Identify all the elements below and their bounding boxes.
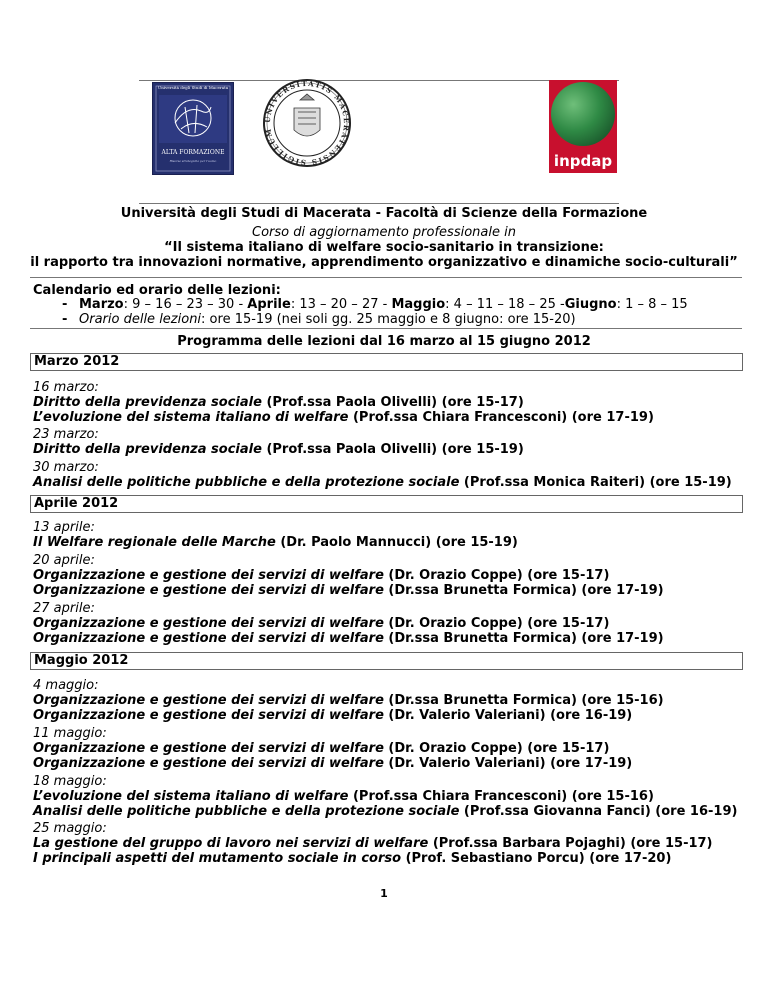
calendar-top-rule bbox=[30, 277, 742, 278]
lesson-subject: La gestione del gruppo di lavoro nei servizi di welfare bbox=[33, 836, 429, 851]
lesson-27-aprile bbox=[33, 601, 664, 646]
lesson-detail: (Dr. Valerio Valeriani) (ore 16-19) bbox=[383, 708, 633, 723]
lesson-detail: (Prof.ssa Paola Olivelli) (ore 15-17) bbox=[261, 395, 524, 410]
lesson-16-marzo bbox=[33, 380, 654, 425]
lesson-date: 27 aprile: bbox=[33, 601, 95, 616]
maggio-days: : 4 – 11 – 18 – 25 - bbox=[445, 297, 565, 312]
month-header-aprile: Aprile 2012 bbox=[30, 495, 743, 513]
lesson-detail: (Dr.ssa Brunetta Formica) (ore 17-19) bbox=[383, 631, 664, 646]
inpdap-logo bbox=[549, 80, 617, 173]
lesson-13-aprile bbox=[33, 520, 518, 550]
course-title: “Il sistema italiano di welfare socio-sanitario in transizione: bbox=[164, 240, 604, 255]
seal-ring-text: UNIVERSITATIS MACERATENSIS SIGILLUM bbox=[262, 78, 352, 168]
lesson-detail: (Prof.ssa Chiara Francesconi) (ore 17-19) bbox=[348, 410, 654, 425]
lesson-detail: (Prof.ssa Paola Olivelli) (ore 15-19) bbox=[261, 442, 524, 457]
hours-label: Orario delle lezioni bbox=[79, 312, 202, 327]
lesson-detail: (Dr.ssa Brunetta Formica) (ore 17-19) bbox=[383, 583, 664, 598]
calendar-hours-row bbox=[33, 312, 576, 327]
hours-text: : ore 15-19 (nei soli gg. 25 maggio e 8 giugno: ore 15-20) bbox=[201, 312, 576, 327]
calendar-dates-row bbox=[33, 297, 688, 312]
month-header-maggio: Maggio 2012 bbox=[30, 652, 743, 670]
macerata-logo-title: Università degli Studi di Macerata bbox=[157, 85, 229, 90]
lesson-detail: (Prof.ssa Giovanna Fanci) (ore 16-19) bbox=[459, 804, 738, 819]
lesson-detail: (Dr. Paolo Mannucci) (ore 15-19) bbox=[275, 535, 518, 550]
top-rule bbox=[139, 80, 619, 81]
lesson-subject: Organizzazione e gestione dei servizi di welfare bbox=[33, 616, 384, 631]
lesson-detail: (Dr. Valerio Valeriani) (ore 17-19) bbox=[383, 756, 633, 771]
calendar-bottom-rule bbox=[30, 328, 742, 329]
course-subtitle: il rapporto tra innovazioni normative, apprendimento organizzativo e dinamiche socio-culturali” bbox=[30, 255, 738, 270]
lesson-subject: Analisi delle politiche pubbliche e della protezione sociale bbox=[33, 804, 460, 819]
lesson-detail: (Prof.ssa Monica Raiteri) (ore 15-19) bbox=[459, 475, 732, 490]
macerata-logo-subtitle: ALTA FORMAZIONE bbox=[161, 149, 225, 156]
lesson-detail: (Dr. Orazio Coppe) (ore 15-17) bbox=[383, 616, 610, 631]
lesson-date: 18 maggio: bbox=[33, 774, 107, 789]
institution-heading: Università degli Studi di Macerata - Facoltà di Scienze della Formazione bbox=[120, 206, 648, 221]
lesson-subject: Diritto della previdenza sociale bbox=[33, 395, 262, 410]
lesson-4-maggio bbox=[33, 678, 664, 723]
lesson-date: 16 marzo: bbox=[33, 380, 99, 395]
lesson-detail: (Prof.ssa Chiara Francesconi) (ore 15-16) bbox=[348, 789, 654, 804]
giugno-days: : 1 – 8 – 15 bbox=[616, 297, 688, 312]
program-title: Programma delle lezioni dal 16 marzo al 15 giugno 2012 bbox=[177, 334, 591, 349]
lesson-date: 25 maggio: bbox=[33, 821, 107, 836]
globe-icon bbox=[551, 82, 615, 146]
lesson-detail: (Dr. Orazio Coppe) (ore 15-17) bbox=[383, 741, 610, 756]
macerata-alta-formazione-logo bbox=[152, 82, 234, 175]
lesson-date: 13 aprile: bbox=[33, 520, 95, 535]
lesson-subject: Organizzazione e gestione dei servizi di welfare bbox=[33, 708, 384, 723]
bullet-dash: - bbox=[62, 312, 68, 327]
lesson-date: 20 aprile: bbox=[33, 553, 95, 568]
lesson-20-aprile bbox=[33, 553, 664, 598]
lesson-subject: Organizzazione e gestione dei servizi di welfare bbox=[33, 693, 384, 708]
lesson-30-marzo bbox=[33, 460, 732, 490]
lesson-subject: Il Welfare regionale delle Marche bbox=[33, 535, 276, 550]
lesson-subject: Diritto della previdenza sociale bbox=[33, 442, 262, 457]
lesson-subject: Organizzazione e gestione dei servizi di welfare bbox=[33, 756, 384, 771]
bullet-dash: - bbox=[62, 297, 68, 312]
lesson-23-marzo bbox=[33, 427, 524, 457]
lesson-subject: Organizzazione e gestione dei servizi di welfare bbox=[33, 583, 384, 598]
maggio-label: Maggio bbox=[391, 297, 446, 312]
university-seal bbox=[262, 78, 352, 168]
lesson-detail: (Prof.ssa Barbara Pojaghi) (ore 15-17) bbox=[428, 836, 713, 851]
lesson-date: 11 maggio: bbox=[33, 726, 107, 741]
lesson-18-maggio bbox=[33, 774, 737, 819]
lesson-date: 4 maggio: bbox=[33, 678, 99, 693]
lesson-detail: (Dr.ssa Brunetta Formica) (ore 15-16) bbox=[383, 693, 664, 708]
lesson-subject: Organizzazione e gestione dei servizi di welfare bbox=[33, 631, 384, 646]
lesson-subject: Organizzazione e gestione dei servizi di welfare bbox=[33, 741, 384, 756]
lesson-11-maggio bbox=[33, 726, 632, 771]
page-number: 1 bbox=[380, 887, 388, 900]
inpdap-label: inpdap bbox=[549, 150, 617, 172]
month-header-marzo: Marzo 2012 bbox=[30, 353, 743, 371]
course-line: Corso di aggiornamento professionale in bbox=[252, 225, 516, 240]
lesson-detail: (Dr. Orazio Coppe) (ore 15-17) bbox=[383, 568, 610, 583]
lesson-subject: L’evoluzione del sistema italiano di welfare bbox=[33, 789, 349, 804]
aprile-label: Aprile bbox=[247, 297, 291, 312]
lesson-subject: L’evoluzione del sistema italiano di welfare bbox=[33, 410, 349, 425]
lesson-detail: (Prof. Sebastiano Porcu) (ore 17-20) bbox=[401, 851, 672, 866]
lesson-25-maggio bbox=[33, 821, 713, 866]
lesson-date: 23 marzo: bbox=[33, 427, 99, 442]
calendar-heading: Calendario ed orario delle lezioni: bbox=[33, 283, 281, 298]
aprile-days: : 13 – 20 – 27 - bbox=[290, 297, 392, 312]
marzo-label: Marzo bbox=[79, 297, 124, 312]
giugno-label: Giugno bbox=[564, 297, 617, 312]
macerata-logo-tagline: Risorse strategiche per l'uomo bbox=[169, 159, 217, 163]
lesson-subject: Analisi delle politiche pubbliche e della protezione sociale bbox=[33, 475, 460, 490]
lesson-subject: Organizzazione e gestione dei servizi di welfare bbox=[33, 568, 384, 583]
lesson-subject: I principali aspetti del mutamento sociale in corso bbox=[33, 851, 402, 866]
marzo-days: : 9 – 16 – 23 – 30 - bbox=[123, 297, 248, 312]
logo-underline bbox=[139, 203, 619, 204]
lesson-date: 30 marzo: bbox=[33, 460, 99, 475]
